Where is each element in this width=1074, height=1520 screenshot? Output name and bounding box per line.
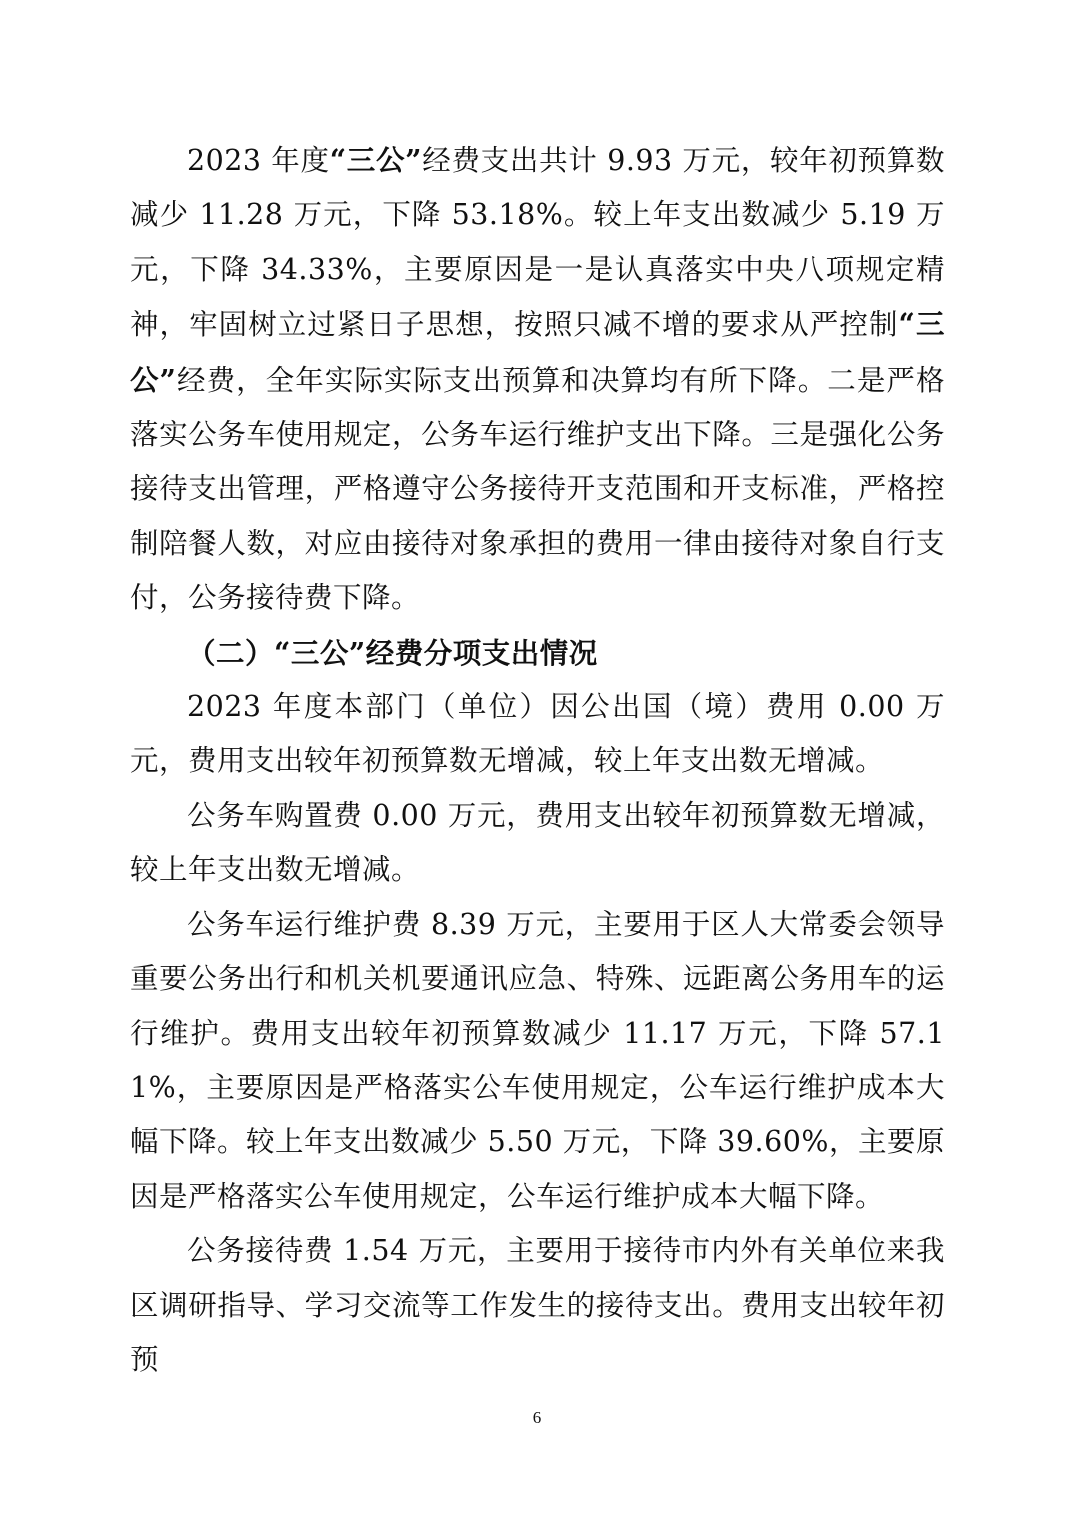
paragraph-overseas-travel: 2023 年度本部门（单位）因公出国（境）费用 0.00 万元，费用支出较年初预算数无增减，较上年支出数无增减。 xyxy=(130,690,945,778)
page-number: 6 xyxy=(532,1408,542,1427)
section-heading: （二）“三公”经费分项支出情况 xyxy=(187,635,598,670)
text-span: 经费，全年实际实际支出预算和决算均有所下降。二是严格落实公务车使用规定，公务车运行维护支出下降。三是强化公务接待支出管理，严格遵守公务接待开支范围和开支标准，严格控制陪餐人数，对应由接待对象承担的费用一律由接待对象自行支付，公务接待费下降。 xyxy=(130,363,945,615)
text-span: 经费支出共计 9.93 万元，较年初预算数减少 11.28 万元，下降 53.18%。较上年支出数减少 5.19 万元，下降 34.33%，主要原因是一是认真落实中央八项规定精神，牢固树立过紧日子思想，按照只减不增的要求从严控制 xyxy=(130,144,946,342)
text-span: 2023 年度 xyxy=(187,144,330,177)
paragraph-vehicle-purchase: 公务车购置费 0.00 万元，费用支出较年初预算数无增减，较上年支出数无增减。 xyxy=(130,798,945,887)
emphasis-san-gong: “三公” xyxy=(329,143,423,177)
emphasis-san-gong: “三公” xyxy=(130,307,945,397)
paragraph-summary xyxy=(130,133,945,626)
document-body xyxy=(130,133,945,1387)
paragraph-reception: 公务接待费 1.54 万元，主要用于接待市内外有关单位来我区调研指导、学习交流等工作发生的接待支出。费用支出较年初预 xyxy=(130,1234,945,1376)
paragraph-vehicle-maintenance: 公务车运行维护费 8.39 万元，主要用于区人大常委会领导重要公务出行和机关机要通讯应急、特殊、远距离公务用车的运行维护。费用支出较年初预算数减少 11.17 万元，下降 57.11%，主要原因是严格落实公车使用规定，公车运行维护成本大幅下降。较上年支出数减少 5.50 万元，下降 39.60%，主要原因是严格落实公车使用规定，公车运行维护成本大幅下降。 xyxy=(130,907,945,1213)
